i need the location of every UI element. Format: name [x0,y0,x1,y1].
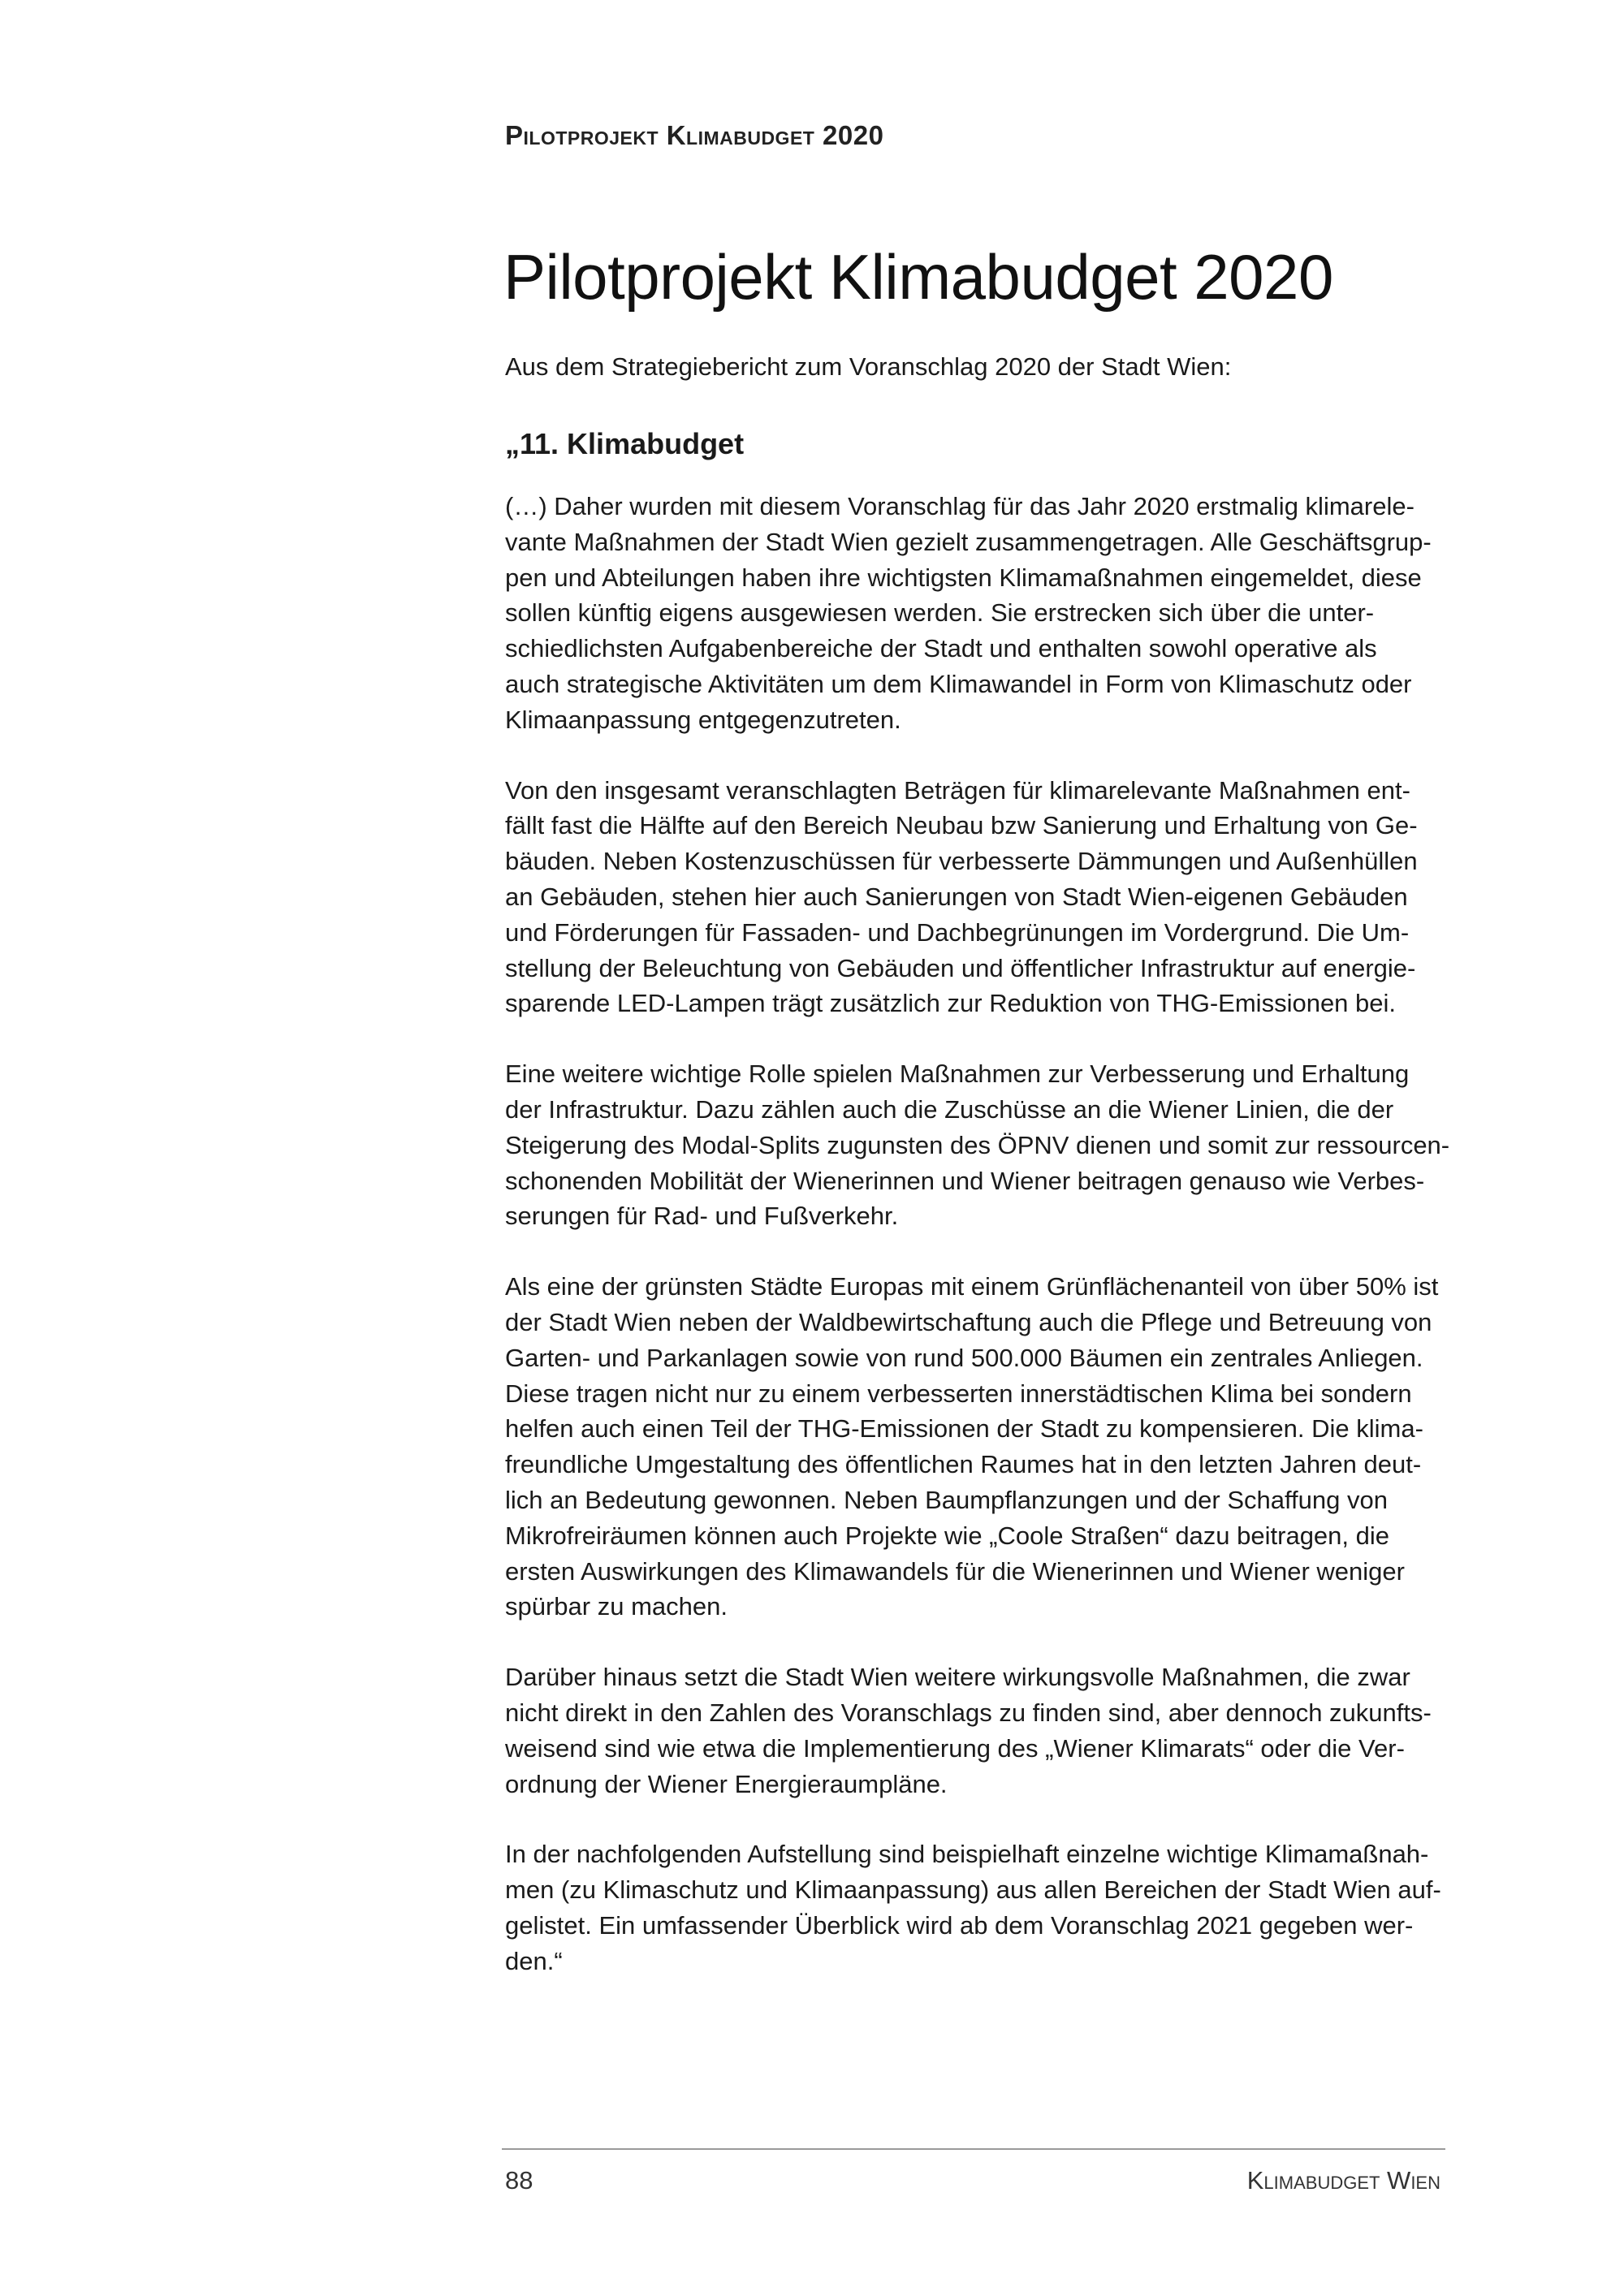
text-line: freundliche Umgestaltung des öffentlichen Raumes hat in den letzten Jahren deut- [505,1450,1422,1479]
text-line: helfen auch einen Teil der THG-Emissionen der Stadt zu kompensieren. Die klima- [505,1414,1423,1444]
text-line: stellung der Beleuchtung von Gebäuden und öffentlicher Infrastruktur auf energie- [505,953,1416,982]
text-line: Als eine der grünsten Städte Europas mit einem Grünflächenanteil von über 50% ist [505,1272,1439,1301]
text-line: spürbar zu machen. [505,1592,728,1621]
text-line: Von den insgesamt veranschlagten Beträgen für klimarelevante Maßnahmen ent- [505,775,1410,805]
text-line: Garten- und Parkanlagen sowie von rund 500.000 Bäumen ein zentrales Anliegen. [505,1343,1423,1372]
text-line: ersten Auswirkungen des Klimawandels für die Wienerinnen und Wiener weniger [505,1556,1405,1586]
text-line: men (zu Klimaschutz und Klimaanpassung) aus allen Bereichen der Stadt Wien auf- [505,1875,1441,1905]
text-line: bäuden. Neben Kostenzuschüssen für verbesserte Dämmungen und Außenhüllen [505,847,1418,876]
paragraph-further-measures [505,1659,1447,1802]
text-line: der Stadt Wien neben der Waldbewirtschaftung auch die Pflege und Betreuung von [505,1307,1432,1336]
main-content [505,349,1450,1979]
text-line: serungen für Rad- und Fußverkehr. [505,1202,899,1231]
text-line: Darüber hinaus setzt die Stadt Wien weitere wirkungsvolle Maßnahmen, die zwar [505,1663,1410,1692]
text-line: an Gebäuden, stehen hier auch Sanierungen von Stadt Wien-eigenen Gebäuden [505,882,1408,911]
text-line: nicht direkt in den Zahlen des Voranschlags zu finden sind, aber dennoch zukunfts- [505,1698,1432,1727]
text-line: auch strategische Aktivitäten um dem Klimawandel in Form von Klimaschutz oder [505,669,1412,698]
text-line: den.“ [505,1946,563,1975]
intro-text: Aus dem Strategiebericht zum Voranschlag 2020 der Stadt Wien: [505,352,1232,381]
text-line: fällt fast die Hälfte auf den Bereich Neubau bzw Sanierung und Erhaltung von Ge- [505,811,1418,840]
text-line: sparende LED-Lampen trägt zusätzlich zur Reduktion von THG-Emissionen bei. [505,989,1397,1018]
text-line: In der nachfolgenden Aufstellung sind beispielhaft einzelne wichtige Klimamaßnah- [505,1840,1429,1869]
text-line: Mikrofreiräumen können auch Projekte wie „Coole Straßen“ dazu beitragen, die [505,1521,1390,1550]
text-line: pen und Abteilungen haben ihre wichtigsten Klimamaßnahmen eingemeldet, diese [505,563,1422,592]
running-header: Pilotprojekt Klimabudget 2020 [505,120,884,150]
text-line: gelistet. Ein umfassender Überblick wird ab dem Voranschlag 2021 gegeben wer- [505,1910,1414,1940]
text-line: weisend sind wie etwa die Implementierung des „Wiener Klimarats“ oder die Ver- [505,1733,1405,1763]
text-line: vante Maßnahmen der Stadt Wien gezielt zusammengetragen. Alle Geschäftsgrup- [505,527,1432,556]
text-line: sollen künftig eigens ausgewiesen werden. Sie erstrecken sich über die unter- [505,598,1375,628]
section-heading: „11. Klimabudget [505,427,745,460]
footer-divider [502,2148,1445,2150]
paragraph-green-spaces [505,1269,1447,1625]
text-line: Eine weitere wichtige Rolle spielen Maßnahmen zur Verbesserung und Erhaltung [505,1060,1410,1089]
paragraph-introduction [505,489,1447,738]
text-line: der Infrastruktur. Dazu zählen auch die Zuschüsse an die Wiener Linien, die der [505,1094,1394,1124]
paragraph-overview [505,1836,1447,1979]
page-title: Pilotprojekt Klimabudget 2020 [503,241,1333,313]
text-line: Klimaanpassung entgegenzutreten. [505,705,901,734]
text-line: Diese tragen nicht nur zu einem verbesserten innerstädtischen Klima bei sondern [505,1379,1412,1408]
text-line: Steigerung des Modal-Splits zugunsten des ÖPNV dienen und somit zur ressourcen- [505,1130,1450,1159]
text-line: und Förderungen für Fassaden- und Dachbegrünungen im Vordergrund. Die Um- [505,917,1410,947]
footer-publication-title: Klimabudget Wien [1246,2166,1440,2195]
text-line: schiedlichsten Aufgabenbereiche der Stadt und enthalten sowohl operative als [505,634,1377,663]
paragraph-buildings [505,773,1447,1022]
text-line: ordnung der Wiener Energieraumpläne. [505,1769,948,1798]
text-line: (…) Daher wurden mit diesem Voranschlag für das Jahr 2020 erstmalig klimarele- [505,492,1415,520]
text-line: schonenden Mobilität der Wienerinnen und Wiener beitragen genauso wie Verbes- [505,1166,1425,1195]
paragraph-infrastructure [505,1056,1450,1234]
text-line: lich an Bedeutung gewonnen. Neben Baumpflanzungen und der Schaffung von [505,1485,1388,1514]
page-number: 88 [505,2166,533,2195]
